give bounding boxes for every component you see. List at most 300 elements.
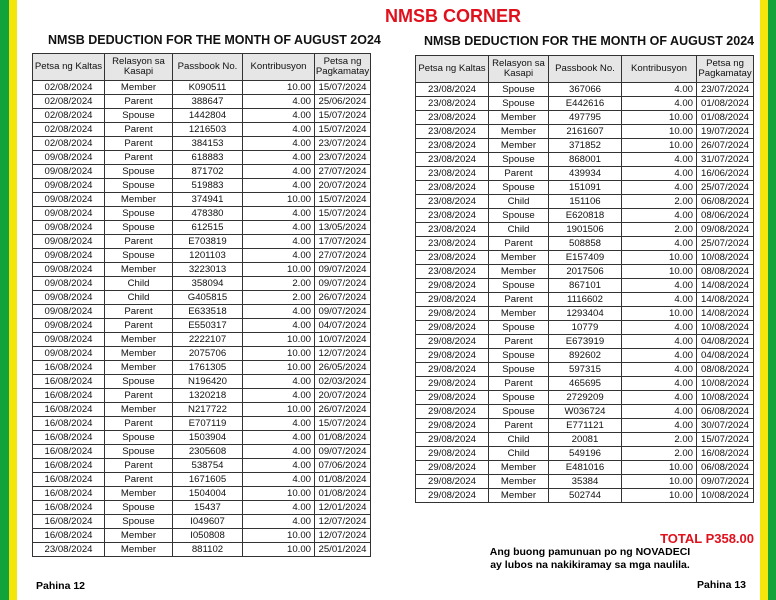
table-row xyxy=(33,473,371,487)
passbook-cell: 1320218 xyxy=(173,389,243,403)
table-row xyxy=(416,139,754,153)
date-of-death-cell: 10/08/2024 xyxy=(697,489,754,503)
table-row xyxy=(33,417,371,431)
table-row xyxy=(33,375,371,389)
relationship-cell: Spouse xyxy=(489,349,549,363)
deduction-date-cell: 16/08/2024 xyxy=(33,361,105,375)
date-of-death-cell: 08/08/2024 xyxy=(697,363,754,377)
deduction-date-cell: 23/08/2024 xyxy=(416,111,489,125)
deduction-date-cell: 29/08/2024 xyxy=(416,433,489,447)
date-of-death-cell: 26/07/2024 xyxy=(315,403,371,417)
table-row xyxy=(33,389,371,403)
table-row xyxy=(416,433,754,447)
date-of-death-cell: 23/07/2024 xyxy=(315,137,371,151)
relationship-cell: Spouse xyxy=(489,363,549,377)
passbook-cell: 538754 xyxy=(173,459,243,473)
relationship-cell: Parent xyxy=(105,151,173,165)
relationship-cell: Member xyxy=(489,265,549,279)
header-date-of-death: Petsa ng Pagkamatay xyxy=(697,56,754,83)
passbook-cell: 465695 xyxy=(549,377,622,391)
passbook-cell: E481016 xyxy=(549,461,622,475)
date-of-death-cell: 26/05/2024 xyxy=(315,361,371,375)
header-relationship: Relasyon sa Kasapi xyxy=(105,54,173,81)
table-row xyxy=(33,347,371,361)
date-of-death-cell: 25/07/2024 xyxy=(697,181,754,195)
passbook-cell: 881102 xyxy=(173,543,243,557)
date-of-death-cell: 04/08/2024 xyxy=(697,349,754,363)
contribution-cell: 10.00 xyxy=(243,403,315,417)
relationship-cell: Spouse xyxy=(489,181,549,195)
contribution-cell: 10.00 xyxy=(243,543,315,557)
date-of-death-cell: 01/08/2024 xyxy=(697,97,754,111)
date-of-death-cell: 15/07/2024 xyxy=(697,433,754,447)
relationship-cell: Spouse xyxy=(105,221,173,235)
relationship-cell: Parent xyxy=(489,335,549,349)
deduction-date-cell: 02/08/2024 xyxy=(33,123,105,137)
passbook-cell: E673919 xyxy=(549,335,622,349)
passbook-cell: 2017506 xyxy=(549,265,622,279)
relationship-cell: Spouse xyxy=(105,501,173,515)
relationship-cell: Member xyxy=(489,489,549,503)
deduction-date-cell: 09/08/2024 xyxy=(33,333,105,347)
contribution-cell: 4.00 xyxy=(622,153,697,167)
passbook-cell: E771121 xyxy=(549,419,622,433)
table-row xyxy=(416,307,754,321)
deduction-date-cell: 29/08/2024 xyxy=(416,419,489,433)
table-row xyxy=(416,223,754,237)
date-of-death-cell: 14/08/2024 xyxy=(697,307,754,321)
date-of-death-cell: 07/06/2024 xyxy=(315,459,371,473)
date-of-death-cell: 17/07/2024 xyxy=(315,235,371,249)
table-row xyxy=(416,405,754,419)
passbook-cell: 1761305 xyxy=(173,361,243,375)
deduction-date-cell: 09/08/2024 xyxy=(33,319,105,333)
relationship-cell: Child xyxy=(105,291,173,305)
contribution-cell: 4.00 xyxy=(243,109,315,123)
relationship-cell: Spouse xyxy=(105,207,173,221)
table-row xyxy=(33,235,371,249)
contribution-cell: 4.00 xyxy=(243,319,315,333)
passbook-cell: 388647 xyxy=(173,95,243,109)
passbook-cell: 868001 xyxy=(549,153,622,167)
table-row xyxy=(33,403,371,417)
relationship-cell: Spouse xyxy=(105,109,173,123)
contribution-cell: 4.00 xyxy=(243,473,315,487)
passbook-cell: 519883 xyxy=(173,179,243,193)
relationship-cell: Child xyxy=(489,433,549,447)
left-table-header xyxy=(33,54,371,81)
contribution-cell: 4.00 xyxy=(243,445,315,459)
relationship-cell: Spouse xyxy=(489,279,549,293)
date-of-death-cell: 09/07/2024 xyxy=(697,475,754,489)
deduction-date-cell: 23/08/2024 xyxy=(416,237,489,251)
left-yellow-stripe xyxy=(9,0,17,600)
table-row xyxy=(33,207,371,221)
relationship-cell: Member xyxy=(489,139,549,153)
table-row xyxy=(416,167,754,181)
contribution-cell: 4.00 xyxy=(622,237,697,251)
table-row xyxy=(33,319,371,333)
relationship-cell: Member xyxy=(105,347,173,361)
relationship-cell: Parent xyxy=(105,417,173,431)
left-deduction-table xyxy=(32,53,371,557)
table-row xyxy=(33,249,371,263)
date-of-death-cell: 15/07/2024 xyxy=(315,109,371,123)
deduction-date-cell: 09/08/2024 xyxy=(33,165,105,179)
passbook-cell: 1442804 xyxy=(173,109,243,123)
table-row xyxy=(33,123,371,137)
passbook-cell: I049607 xyxy=(173,515,243,529)
relationship-cell: Member xyxy=(489,125,549,139)
table-row xyxy=(33,515,371,529)
relationship-cell: Member xyxy=(105,81,173,95)
deduction-date-cell: 29/08/2024 xyxy=(416,279,489,293)
contribution-cell: 10.00 xyxy=(243,81,315,95)
relationship-cell: Spouse xyxy=(105,445,173,459)
contribution-cell: 4.00 xyxy=(243,431,315,445)
deduction-date-cell: 23/08/2024 xyxy=(416,97,489,111)
contribution-cell: 10.00 xyxy=(622,251,697,265)
table-row xyxy=(416,237,754,251)
deduction-date-cell: 16/08/2024 xyxy=(33,473,105,487)
date-of-death-cell: 26/07/2024 xyxy=(315,291,371,305)
passbook-cell: 439934 xyxy=(549,167,622,181)
passbook-cell: 1671605 xyxy=(173,473,243,487)
contribution-cell: 10.00 xyxy=(243,529,315,543)
table-row xyxy=(416,181,754,195)
deduction-date-cell: 09/08/2024 xyxy=(33,263,105,277)
date-of-death-cell: 08/08/2024 xyxy=(697,265,754,279)
date-of-death-cell: 01/08/2024 xyxy=(315,473,371,487)
table-row xyxy=(33,263,371,277)
contribution-cell: 4.00 xyxy=(622,293,697,307)
passbook-cell: I050808 xyxy=(173,529,243,543)
header-deduction-date: Petsa ng Kaltas xyxy=(33,54,105,81)
relationship-cell: Parent xyxy=(489,167,549,181)
date-of-death-cell: 19/07/2024 xyxy=(697,125,754,139)
contribution-cell: 2.00 xyxy=(243,291,315,305)
right-page-number: Pahina 13 xyxy=(697,579,747,591)
contribution-cell: 4.00 xyxy=(243,389,315,403)
date-of-death-cell: 10/08/2024 xyxy=(697,391,754,405)
table-row xyxy=(416,419,754,433)
condolence-line-1: Ang buong pamunuan po ng NOVADECI xyxy=(489,546,691,558)
date-of-death-cell: 06/08/2024 xyxy=(697,405,754,419)
contribution-cell: 4.00 xyxy=(243,249,315,263)
date-of-death-cell: 30/07/2024 xyxy=(697,419,754,433)
date-of-death-cell: 12/01/2024 xyxy=(315,501,371,515)
deduction-date-cell: 29/08/2024 xyxy=(416,475,489,489)
contribution-cell: 2.00 xyxy=(622,447,697,461)
deduction-date-cell: 02/08/2024 xyxy=(33,95,105,109)
date-of-death-cell: 15/07/2024 xyxy=(315,207,371,221)
header-passbook-no: Passbook No. xyxy=(549,56,622,83)
contribution-cell: 10.00 xyxy=(622,111,697,125)
deduction-date-cell: 29/08/2024 xyxy=(416,461,489,475)
contribution-cell: 10.00 xyxy=(243,333,315,347)
date-of-death-cell: 10/08/2024 xyxy=(697,251,754,265)
relationship-cell: Parent xyxy=(105,137,173,151)
date-of-death-cell: 20/07/2024 xyxy=(315,389,371,403)
contribution-cell: 10.00 xyxy=(622,489,697,503)
deduction-date-cell: 23/08/2024 xyxy=(416,181,489,195)
passbook-cell: N217722 xyxy=(173,403,243,417)
passbook-cell: 1216503 xyxy=(173,123,243,137)
passbook-cell: E703819 xyxy=(173,235,243,249)
relationship-cell: Parent xyxy=(105,95,173,109)
relationship-cell: Parent xyxy=(105,473,173,487)
passbook-cell: 497795 xyxy=(549,111,622,125)
table-row xyxy=(416,349,754,363)
table-row xyxy=(33,221,371,235)
passbook-cell: N196420 xyxy=(173,375,243,389)
passbook-cell: 1201103 xyxy=(173,249,243,263)
table-row xyxy=(33,487,371,501)
contribution-cell: 2.00 xyxy=(243,277,315,291)
passbook-cell: 3223013 xyxy=(173,263,243,277)
date-of-death-cell: 02/03/2024 xyxy=(315,375,371,389)
contribution-cell: 10.00 xyxy=(622,307,697,321)
contribution-cell: 10.00 xyxy=(622,265,697,279)
contribution-cell: 10.00 xyxy=(243,487,315,501)
deduction-date-cell: 29/08/2024 xyxy=(416,293,489,307)
deduction-date-cell: 16/08/2024 xyxy=(33,389,105,403)
table-row xyxy=(33,95,371,109)
deduction-date-cell: 16/08/2024 xyxy=(33,375,105,389)
relationship-cell: Parent xyxy=(105,123,173,137)
table-row xyxy=(33,81,371,95)
deduction-date-cell: 09/08/2024 xyxy=(33,249,105,263)
deduction-date-cell: 09/08/2024 xyxy=(33,277,105,291)
table-row xyxy=(416,363,754,377)
passbook-cell: E620818 xyxy=(549,209,622,223)
date-of-death-cell: 06/08/2024 xyxy=(697,461,754,475)
right-green-stripe xyxy=(768,0,776,600)
contribution-cell: 4.00 xyxy=(622,335,697,349)
passbook-cell: 371852 xyxy=(549,139,622,153)
relationship-cell: Member xyxy=(489,461,549,475)
date-of-death-cell: 09/07/2024 xyxy=(315,445,371,459)
deduction-date-cell: 23/08/2024 xyxy=(416,167,489,181)
contribution-cell: 4.00 xyxy=(243,375,315,389)
relationship-cell: Spouse xyxy=(489,321,549,335)
date-of-death-cell: 10/08/2024 xyxy=(697,377,754,391)
contribution-cell: 4.00 xyxy=(622,181,697,195)
relationship-cell: Parent xyxy=(489,293,549,307)
relationship-cell: Spouse xyxy=(105,179,173,193)
contribution-cell: 10.00 xyxy=(622,461,697,475)
table-row xyxy=(416,209,754,223)
relationship-cell: Spouse xyxy=(105,375,173,389)
relationship-cell: Parent xyxy=(105,389,173,403)
table-row xyxy=(416,475,754,489)
contribution-cell: 10.00 xyxy=(243,193,315,207)
contribution-cell: 10.00 xyxy=(622,475,697,489)
passbook-cell: 15437 xyxy=(173,501,243,515)
left-page-title: NMSB DEDUCTION FOR THE MONTH OF AUGUST 2O24 xyxy=(48,33,381,47)
contribution-cell: 4.00 xyxy=(243,459,315,473)
date-of-death-cell: 04/07/2024 xyxy=(315,319,371,333)
deduction-date-cell: 09/08/2024 xyxy=(33,291,105,305)
date-of-death-cell: 16/06/2024 xyxy=(697,167,754,181)
relationship-cell: Parent xyxy=(105,305,173,319)
date-of-death-cell: 15/07/2024 xyxy=(315,123,371,137)
deduction-date-cell: 09/08/2024 xyxy=(33,221,105,235)
deduction-date-cell: 02/08/2024 xyxy=(33,137,105,151)
relationship-cell: Spouse xyxy=(489,405,549,419)
deduction-date-cell: 23/08/2024 xyxy=(416,153,489,167)
date-of-death-cell: 27/07/2024 xyxy=(315,249,371,263)
relationship-cell: Child xyxy=(489,195,549,209)
table-row xyxy=(33,165,371,179)
contribution-cell: 2.00 xyxy=(622,223,697,237)
contribution-cell: 4.00 xyxy=(243,165,315,179)
deduction-date-cell: 09/08/2024 xyxy=(33,207,105,221)
deduction-date-cell: 09/08/2024 xyxy=(33,347,105,361)
deduction-date-cell: 29/08/2024 xyxy=(416,363,489,377)
relationship-cell: Member xyxy=(105,333,173,347)
passbook-cell: 10779 xyxy=(549,321,622,335)
passbook-cell: G405815 xyxy=(173,291,243,305)
table-row xyxy=(33,501,371,515)
date-of-death-cell: 25/06/2024 xyxy=(315,95,371,109)
contribution-cell: 4.00 xyxy=(243,207,315,221)
date-of-death-cell: 08/06/2024 xyxy=(697,209,754,223)
relationship-cell: Parent xyxy=(105,459,173,473)
deduction-date-cell: 23/08/2024 xyxy=(416,139,489,153)
table-row xyxy=(416,335,754,349)
passbook-cell: 502744 xyxy=(549,489,622,503)
date-of-death-cell: 15/07/2024 xyxy=(315,417,371,431)
right-table-header xyxy=(416,56,754,83)
table-row xyxy=(416,153,754,167)
date-of-death-cell: 06/08/2024 xyxy=(697,195,754,209)
contribution-cell: 4.00 xyxy=(622,363,697,377)
table-row xyxy=(33,179,371,193)
deduction-date-cell: 29/08/2024 xyxy=(416,377,489,391)
deduction-date-cell: 16/08/2024 xyxy=(33,529,105,543)
relationship-cell: Parent xyxy=(105,235,173,249)
table-row xyxy=(416,461,754,475)
condolence-message xyxy=(440,546,740,572)
relationship-cell: Spouse xyxy=(105,431,173,445)
relationship-cell: Spouse xyxy=(105,165,173,179)
passbook-cell: 1116602 xyxy=(549,293,622,307)
contribution-cell: 4.00 xyxy=(243,501,315,515)
passbook-cell: 2161607 xyxy=(549,125,622,139)
deduction-date-cell: 16/08/2024 xyxy=(33,403,105,417)
deduction-date-cell: 23/08/2024 xyxy=(416,195,489,209)
table-row xyxy=(416,125,754,139)
date-of-death-cell: 12/07/2024 xyxy=(315,515,371,529)
table-row xyxy=(416,265,754,279)
passbook-cell: 1504004 xyxy=(173,487,243,501)
passbook-cell: E550317 xyxy=(173,319,243,333)
table-row xyxy=(33,291,371,305)
deduction-date-cell: 09/08/2024 xyxy=(33,179,105,193)
relationship-cell: Member xyxy=(105,193,173,207)
contribution-cell: 4.00 xyxy=(622,405,697,419)
left-green-stripe xyxy=(0,0,9,600)
contribution-cell: 4.00 xyxy=(243,123,315,137)
passbook-cell: E707119 xyxy=(173,417,243,431)
deduction-date-cell: 16/08/2024 xyxy=(33,445,105,459)
right-page-title: NMSB DEDUCTION FOR THE MONTH OF AUGUST 2024 xyxy=(424,34,755,48)
deduction-date-cell: 29/08/2024 xyxy=(416,447,489,461)
date-of-death-cell: 09/08/2024 xyxy=(697,223,754,237)
relationship-cell: Child xyxy=(489,447,549,461)
contribution-cell: 4.00 xyxy=(243,221,315,235)
table-row xyxy=(33,459,371,473)
table-row xyxy=(416,447,754,461)
table-row xyxy=(33,333,371,347)
passbook-cell: 1293404 xyxy=(549,307,622,321)
relationship-cell: Parent xyxy=(105,319,173,333)
right-yellow-stripe xyxy=(760,0,768,600)
passbook-cell: 549196 xyxy=(549,447,622,461)
deduction-date-cell: 16/08/2024 xyxy=(33,417,105,431)
relationship-cell: Spouse xyxy=(489,83,549,97)
right-deduction-table xyxy=(415,55,754,503)
header-passbook-no: Passbook No. xyxy=(173,54,243,81)
date-of-death-cell: 23/07/2024 xyxy=(315,151,371,165)
table-row xyxy=(33,109,371,123)
date-of-death-cell: 20/07/2024 xyxy=(315,179,371,193)
relationship-cell: Member xyxy=(489,251,549,265)
passbook-cell: 151091 xyxy=(549,181,622,195)
passbook-cell: 2075706 xyxy=(173,347,243,361)
date-of-death-cell: 01/08/2024 xyxy=(315,431,371,445)
deduction-date-cell: 23/08/2024 xyxy=(416,125,489,139)
passbook-cell: 151106 xyxy=(549,195,622,209)
relationship-cell: Child xyxy=(489,223,549,237)
date-of-death-cell: 12/07/2024 xyxy=(315,529,371,543)
table-row xyxy=(33,305,371,319)
date-of-death-cell: 09/07/2024 xyxy=(315,263,371,277)
total-amount: TOTAL P358.00 xyxy=(660,531,754,546)
relationship-cell: Spouse xyxy=(489,153,549,167)
date-of-death-cell: 16/08/2024 xyxy=(697,447,754,461)
passbook-cell: 618883 xyxy=(173,151,243,165)
passbook-cell: 367066 xyxy=(549,83,622,97)
table-row xyxy=(33,431,371,445)
passbook-cell: 508858 xyxy=(549,237,622,251)
passbook-cell: 2729209 xyxy=(549,391,622,405)
contribution-cell: 2.00 xyxy=(622,195,697,209)
date-of-death-cell: 13/05/2024 xyxy=(315,221,371,235)
table-row xyxy=(416,83,754,97)
deduction-date-cell: 02/08/2024 xyxy=(33,109,105,123)
relationship-cell: Member xyxy=(489,307,549,321)
date-of-death-cell: 01/08/2024 xyxy=(697,111,754,125)
passbook-cell: 597315 xyxy=(549,363,622,377)
table-row xyxy=(33,529,371,543)
passbook-cell: E442616 xyxy=(549,97,622,111)
passbook-cell: 871702 xyxy=(173,165,243,179)
deduction-date-cell: 29/08/2024 xyxy=(416,391,489,405)
relationship-cell: Member xyxy=(105,529,173,543)
deduction-date-cell: 23/08/2024 xyxy=(416,209,489,223)
deduction-date-cell: 16/08/2024 xyxy=(33,431,105,445)
table-row xyxy=(416,321,754,335)
table-row xyxy=(416,97,754,111)
relationship-cell: Spouse xyxy=(105,515,173,529)
contribution-cell: 4.00 xyxy=(622,349,697,363)
contribution-cell: 4.00 xyxy=(243,137,315,151)
table-row xyxy=(416,279,754,293)
deduction-date-cell: 29/08/2024 xyxy=(416,489,489,503)
deduction-date-cell: 23/08/2024 xyxy=(416,83,489,97)
